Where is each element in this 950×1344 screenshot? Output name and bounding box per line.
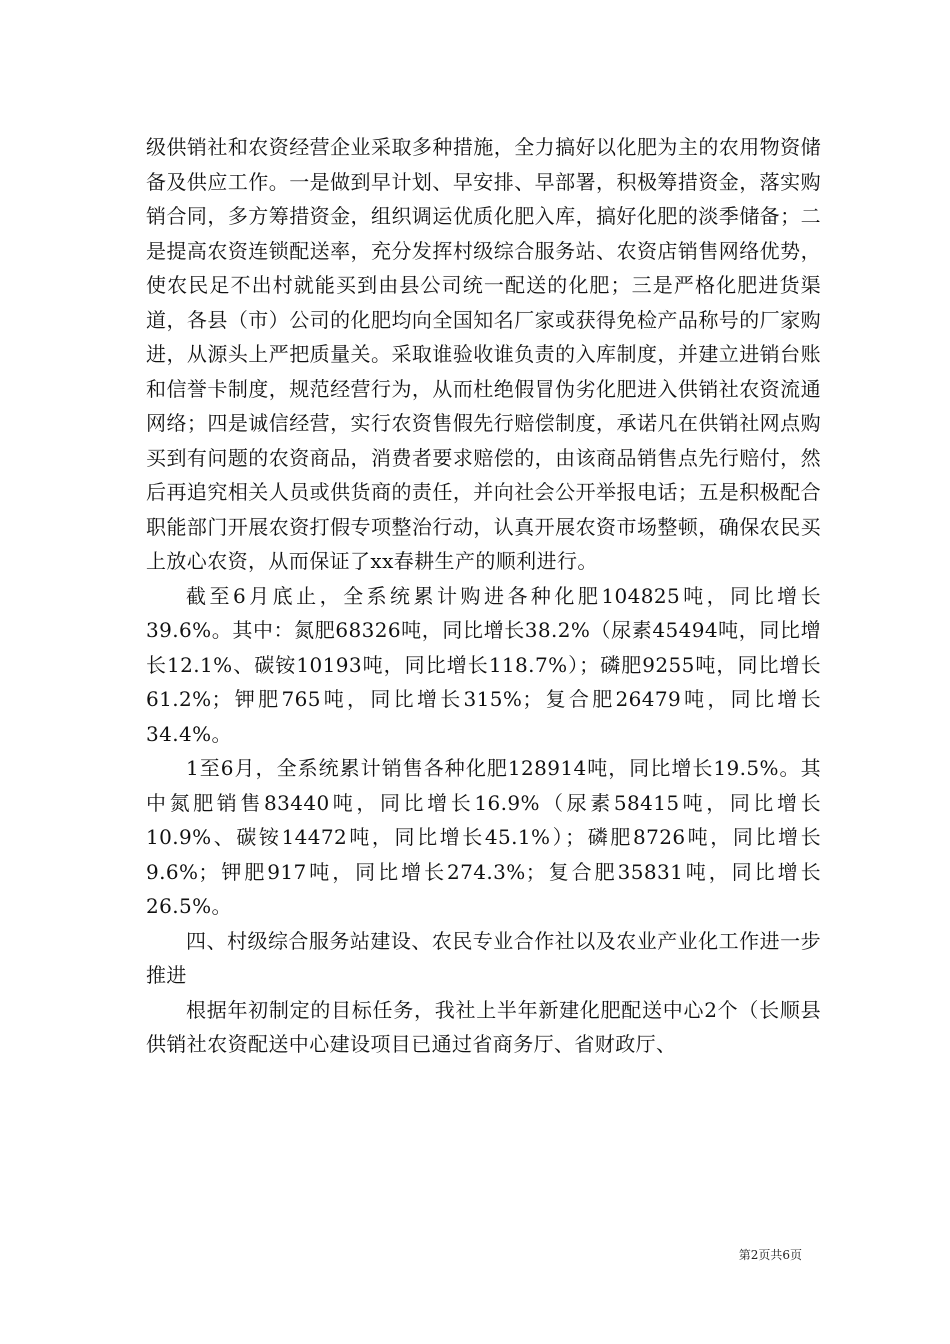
section-heading-four: 四、村级综合服务站建设、农民专业合作社以及农业产业化工作进一步推进 xyxy=(146,928,821,987)
paragraph-targets: 根据年初制定的目标任务，我社上半年新建化肥配送中心2个（长顺县供销社农资配送中心建设项目已通过省商务厅、省财政厅、 xyxy=(146,997,821,1056)
page-number-footer: 第2页共6页 xyxy=(738,1248,802,1262)
paragraph-purchase-stats: 截至6月底止，全系统累计购进各种化肥104825吨，同比增长39.6%。其中：氮肥68326吨，同比增长38.2%（尿素45494吨，同比增长12.1%、碳铵10193吨，同比增长118.7%）；磷肥9255吨，同比增长61.2%；钾肥765吨，同比增长315%；复合肥26479吨，同比增长34.4%。 xyxy=(146,583,821,746)
paragraph-sales-stats: 1至6月，全系统累计销售各种化肥128914吨，同比增长19.5%。其中氮肥销售83440吨，同比增长16.9%（尿素58415吨，同比增长10.9%、碳铵14472吨，同比增长45.1%）；磷肥8726吨，同比增长9.6%；钾肥917吨，同比增长274.3%；复合肥35831吨，同比增长26.5%。 xyxy=(146,756,821,918)
paragraph-continuation: 级供销社和农资经营企业采取多种措施，全力搞好以化肥为主的农用物资储备及供应工作。一是做到早计划、早安排、早部署，积极筹措资金，落实购销合同，多方筹措资金，组织调运优质化肥入库，搞好化肥的淡季储备；二是提高农资连锁配送率，充分发挥村级综合服务站、农资店销售网络优势，使农民足不出村就能买到由县公司统一配送的化肥；三是严格化肥进货渠道，各县（市）公司的化肥均向全国知名厂家或获得免检产品称号的厂家购进，从源头上严把质量关。采取谁验收谁负责的入库制度，并建立进销台账和信誉卡制度，规范经营行为，从而杜绝假冒伪劣化肥进入供销社农资流通网络；四是诚信经营，实行农资售假先行赔偿制度，承诺凡在供销社网点购买到有问题的农资商品，消费者要求赔偿的，由该商品销售点先行赔付，然后再追究相关人员或供货商的责任，并向社会公开举报电话；五是积极配合职能部门开展农资打假专项整治行动，认真开展农资市场整顿，确保农民买上放心农资，从而保证了xx春耕生产的顺利进行。 xyxy=(146,135,821,573)
document-body xyxy=(146,130,821,1062)
